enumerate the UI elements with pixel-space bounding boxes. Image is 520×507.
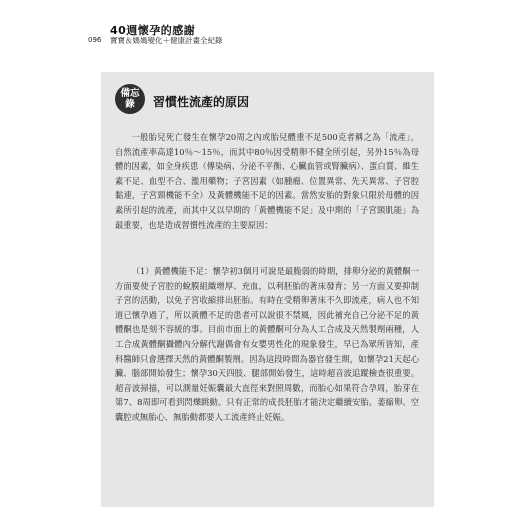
- body-paragraph: 一般胎兒死亡發生在懷孕20周之內或胎兒體重不足500克者稱之為「流產」，自然流產率高達10％～15％，而其中80％因受精卵不健全所引起，另外15％為母體的因素，如全身疾患（傳染病、分泌不平衡、心臟血管或腎臟病）、蛋白質、維生素不足、血型不合、濫用藥物；子宮因素（如腫瘤、位置異常、先天異常、子宮腔黏連，子宮頸機能不全）及黃體機能不足的因素。當然安胎的對象只限於母體的因素所引起的流產，而其中又以早期的「黃體機能不足」及中期的「子宮頸肌能」為最重要，也是造成習慣性流產的主要原因：: [115, 132, 419, 230]
- body-paragraph: （1）黃體機能不足：懷孕初3個月可說是最脆弱的時期，排卵分泌的黃體酮一方面要使子宮腔的蛻膜組織增厚、充血，以利胚胎的著床發育；另一方面又要抑制子宮的活動，以免子宮收縮排出胚胎。有時在受精卵著床不久即流產，病人也不知道已懷孕過了，所以黃體不足的患者可以說很不禁風，因此補充自己分泌不足的黃體酮也是刻不容緩的事。目前市面上的黃體酮可分為人工合成及天然製劑兩種，人工合成黃體酮攝體內分解代謝偶會有女嬰男性化的現象發生，早已為眾所皆知，產科醫師只會選擇天然的黃體酮製劑。因為這段時間為器官發生期，如懷孕21天起心臟、腦部開始發生；懷孕30天四肢、腿部開始發生，這時超音波追蹤檢查很重要。超音波掃描，可以測量妊娠囊最大直徑來對照周數，而胎心如果符合孕周，胎芽在第7、8周即可看到閃爍跳動。只有正常的成長胚胎才能決定繼續安胎。萎縮卵、空囊腔或無胎心、無胎動都要人工流產終止妊娠。: [115, 266, 419, 422]
- memo-badge-label: 備忘錄: [120, 88, 140, 110]
- series-title: 40週懷孕的感謝: [110, 24, 196, 37]
- memo-box: [101, 72, 434, 507]
- book-subtitle: 寶寶＆媽媽變化＋健康計畫全紀錄: [110, 36, 223, 45]
- page-number: 096: [88, 36, 102, 44]
- memo-badge: [115, 84, 145, 114]
- section-title: 習慣性流產的原因: [153, 95, 250, 109]
